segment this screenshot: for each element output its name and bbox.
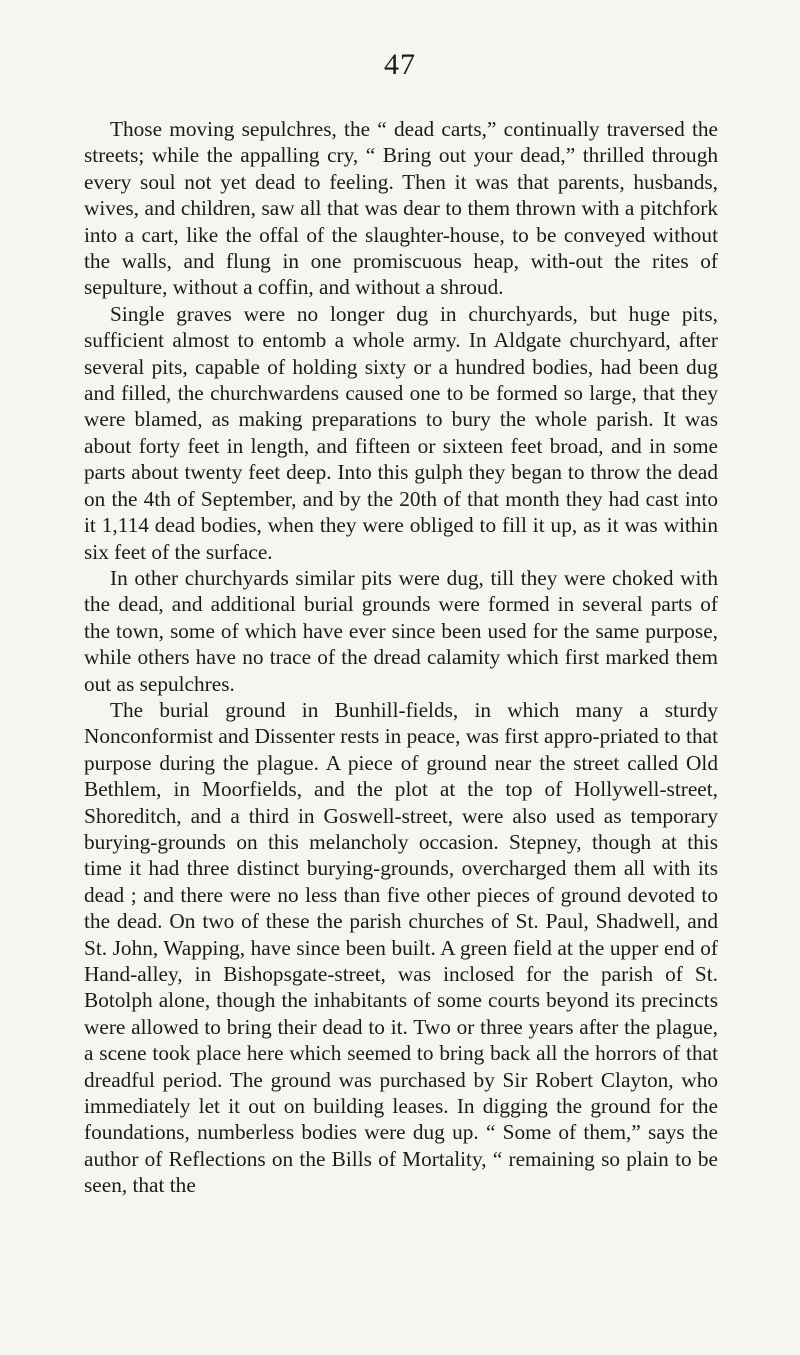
page-number: 47 <box>384 48 416 81</box>
paragraph-aldgate-pits: Single graves were no longer dug in churchyards, but huge pits, sufficient almost to entomb a whole army. In Aldgate churchyard, after several pits, capable of holding sixty or a hundred bodies, had been dug and filled, the churchwardens caused one to be formed so large, that they were blamed, as making preparations to bury the whole parish. It was about forty feet in length, and fifteen or sixteen feet broad, and in some parts about twenty feet deep. Into this gulph they began to throw the dead on the 4th of September, and by the 20th of that month they had cast into it 1,114 dead bodies, when they were obliged to fill it up, as it was within six feet of the surface. <box>84 301 718 564</box>
paragraph-dead-carts: Those moving sepulchres, the “ dead carts,” continually traversed the streets; while the appalling cry, “ Bring out your dead,” thrilled through every soul not yet dead to feeling. Then it was that parents, husbands, wives, and children, saw all that was dear to them thrown with a pitchfork into a cart, like the offal of the slaughter-house, to be conveyed without the walls, and flung in one promiscuous heap, with-out the rites of sepulture, without a coffin, and without a shroud. <box>84 117 718 300</box>
paragraph-other-churchyards: In other churchyards similar pits were dug, till they were choked with the dead, and additional burial grounds were formed in several parts of the town, some of which have ever since been used for the same purpose, while others have no trace of the dread calamity which first marked them out as sepulchres. <box>84 565 718 696</box>
body-text <box>84 116 718 1199</box>
paragraph-burial-grounds: The burial ground in Bunhill-fields, in which many a sturdy Nonconformist and Dissenter rests in peace, was first appro-priated to that purpose during the plague. A piece of ground near the street called Old Bethlem, in Moorfields, and the plot at the top of Hollywell-street, Shoreditch, and a third in Goswell-street, were also used as temporary burying-grounds on this melancholy occasion. Stepney, though at this time it had three distinct burying-grounds, overcharged them all with its dead ; and there were no less than five other pieces of ground devoted to the dead. On two of these the parish churches of St. Paul, Shadwell, and St. John, Wapping, have since been built. A green field at the upper end of Hand-alley, in Bishopsgate-street, was inclosed for the parish of St. Botolph alone, though the inhabitants of some courts beyond its precincts were allowed to bring their dead to it. Two or three years after the plague, a scene took place here which seemed to bring back all the horrors of that dreadful period. The ground was purchased by Sir Robert Clayton, who immediately let it out on building leases. In digging the ground for the foundations, numberless bodies were dug up. “ Some of them,” says the author of Reflections on the Bills of Mortality, “ remaining so plain to be seen, that the <box>84 697 718 1198</box>
